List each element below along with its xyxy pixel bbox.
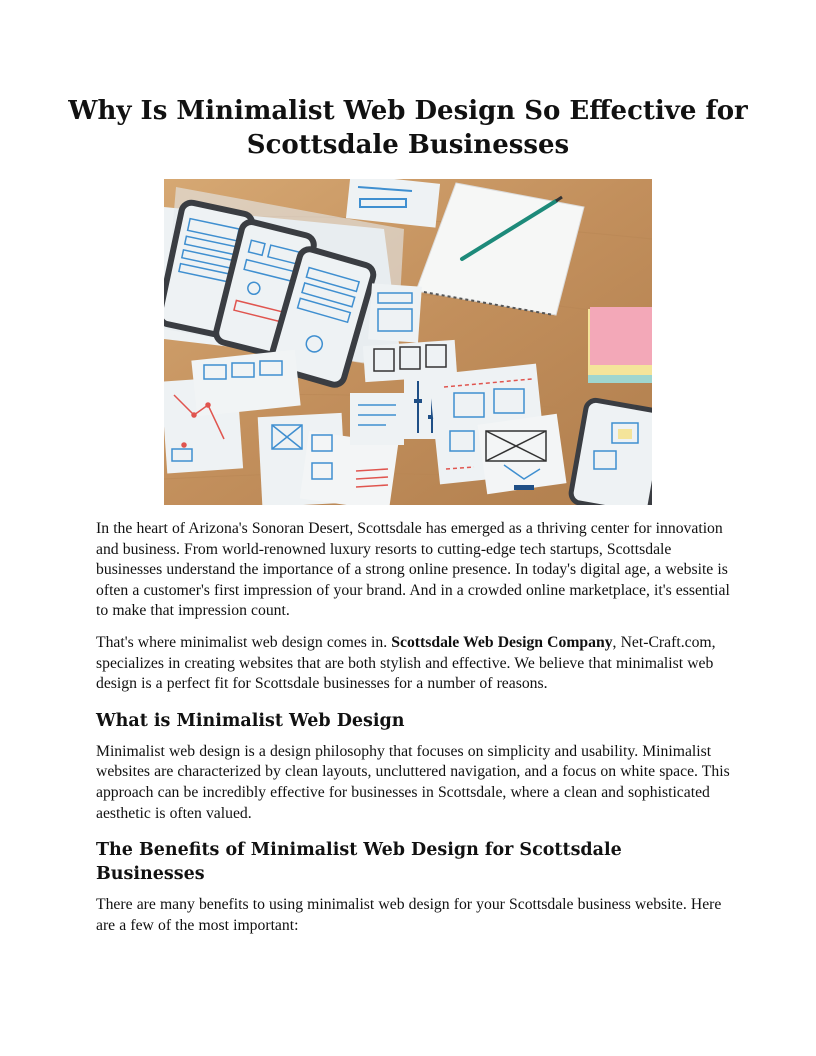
page-title: Why Is Minimalist Web Design So Effective for Scottsdale Businesses	[68, 96, 748, 160]
company-paragraph-rest: , Net-Craft.com, specializes in creating websites that are both stylish and effective. We believe that minimalist web design is a perfect fit for Scottsdale businesses for a number of reasons.	[96, 633, 716, 693]
heading-benefits: The Benefits of Minimalist Web Design for Scottsdale Businesses	[96, 840, 622, 885]
company-paragraph-lead: That's where minimalist web design comes in.	[96, 633, 392, 651]
sticky-note-stack	[588, 307, 652, 383]
hero-photo-illustration	[164, 179, 652, 505]
definition-paragraph: Minimalist web design is a design philosophy that focuses on simplicity and usability. Minimalist websites are characterized by clean layouts, uncluttered navigation, and a focus on white space. This approach can be incredibly effective for businesses in Scottsdale, where a clean and sophisticated aesthetic is often valued.	[96, 742, 730, 822]
heading-what-is: What is Minimalist Web Design	[96, 710, 405, 731]
company-paragraph	[96, 633, 736, 695]
benefits-intro-paragraph: There are many benefits to using minimalist web design for your Scottsdale business website. Here are a few of the most important:	[96, 896, 722, 934]
intro-paragraph: In the heart of Arizona's Sonoran Desert, Scottsdale has emerged as a thriving center for innovation and business. From world-renowned luxury resorts to cutting-edge tech startups, Scottsdale businesses understand the importance of a strong online presence. In today's digital age, a website is often a customer's first impression of your brand. And in a crowded online marketplace, it's essential to make that impression count.	[96, 520, 730, 620]
company-name-bold: Scottsdale Web Design Company	[391, 633, 613, 651]
hero-photo-wireframe-sketches	[164, 179, 652, 505]
wireframe-card-small	[368, 283, 422, 342]
article-body	[96, 519, 736, 947]
